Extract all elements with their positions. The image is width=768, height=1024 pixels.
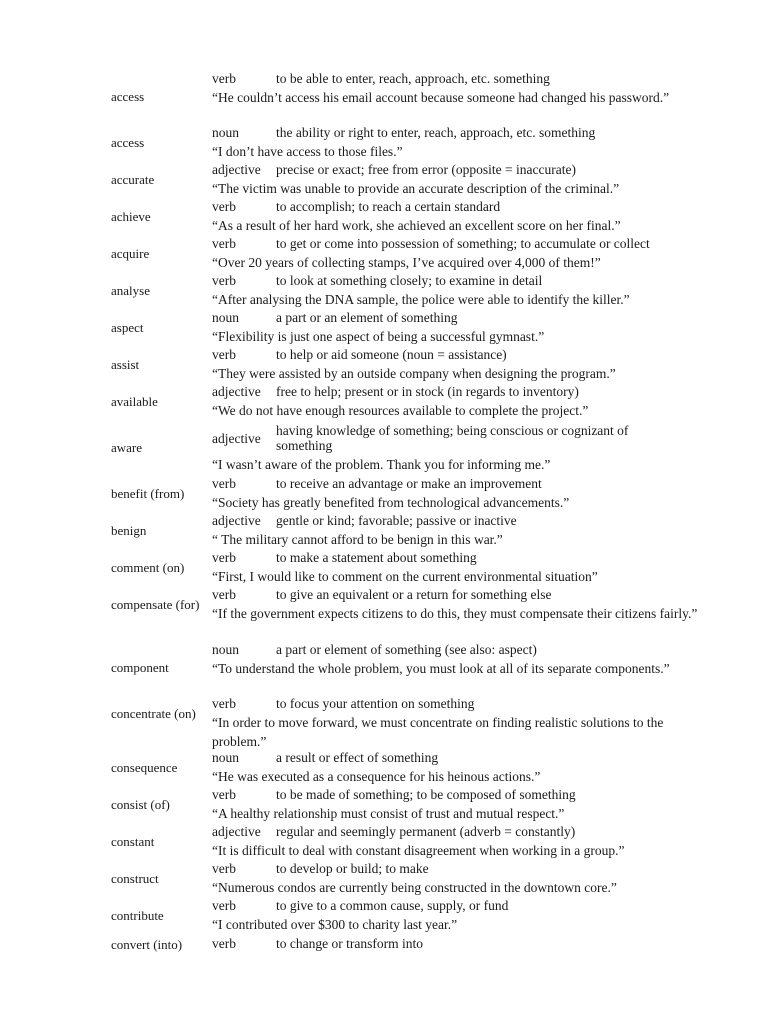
entry-word: construct xyxy=(111,871,159,886)
entry-definition: to be made of something; to be composed of something xyxy=(276,787,576,802)
entry-part-of-speech: verb xyxy=(212,936,236,951)
entry-example: “They were assisted by an outside company when designing the program.” xyxy=(212,366,616,381)
entry-word: accurate xyxy=(111,172,155,187)
entry-example: “Flexibility is just one aspect of being a successful gymnast.” xyxy=(212,329,545,344)
entry-example: “Over 20 years of collecting stamps, I’ve acquired over 4,000 of them!” xyxy=(212,255,601,270)
entry-part-of-speech: verb xyxy=(212,861,236,876)
entry-word: available xyxy=(111,394,158,409)
entry-word: contribute xyxy=(111,908,164,923)
entry-word: compensate (for) xyxy=(111,597,200,612)
entry-word: constant xyxy=(111,834,155,849)
entry-example: “In order to move forward, we must concentrate on finding realistic solutions to the problem.” xyxy=(212,715,664,749)
entry-word: achieve xyxy=(111,209,151,224)
entry-definition: to receive an advantage or make an improvement xyxy=(276,476,542,491)
entry-part-of-speech: adjective xyxy=(212,824,261,839)
entry-definition: gentle or kind; favorable; passive or inactive xyxy=(276,513,517,528)
entry-word: benign xyxy=(111,523,147,538)
entry-part-of-speech: verb xyxy=(212,787,236,802)
entry-definition: to be able to enter, reach, approach, etc. something xyxy=(276,71,550,86)
entry-example: “I wasn’t aware of the problem. Thank you for informing me.” xyxy=(212,457,551,472)
entry-word: consequence xyxy=(111,760,178,775)
entry-definition: free to help; present or in stock (in regards to inventory) xyxy=(276,384,579,399)
entry-definition: to focus your attention on something xyxy=(276,696,475,711)
entry-part-of-speech: verb xyxy=(212,898,236,913)
entry-example: “ The military cannot afford to be benign in this war.” xyxy=(212,532,503,547)
entry-word: benefit (from) xyxy=(111,486,185,501)
entry-definition: to develop or build; to make xyxy=(276,861,429,876)
entry-part-of-speech: verb xyxy=(212,71,236,86)
entry-word: access xyxy=(111,135,145,150)
entry-part-of-speech: verb xyxy=(212,476,236,491)
entry-part-of-speech: verb xyxy=(212,550,236,565)
entry-definition: to look at something closely; to examine in detail xyxy=(276,273,543,288)
entry-word: convert (into) xyxy=(111,937,183,952)
entry-definition: the ability or right to enter, reach, approach, etc. something xyxy=(276,125,596,140)
entry-part-of-speech: verb xyxy=(212,273,236,288)
entry-word: consist (of) xyxy=(111,797,170,812)
entry-word: acquire xyxy=(111,246,150,261)
entry-part-of-speech: verb xyxy=(212,696,236,711)
entry-example: “It is difficult to deal with constant disagreement when working in a group.” xyxy=(212,843,625,858)
entry-example: “We do not have enough resources available to complete the project.” xyxy=(212,403,589,418)
entry-part-of-speech: adjective xyxy=(212,162,261,177)
entry-word: concentrate (on) xyxy=(111,706,196,721)
entry-example: “I don’t have access to those files.” xyxy=(212,144,403,159)
entry-part-of-speech: verb xyxy=(212,587,236,602)
entry-word: analyse xyxy=(111,283,150,298)
entry-example: “As a result of her hard work, she achieved an excellent score on her final.” xyxy=(212,218,621,233)
entry-example: “To understand the whole problem, you must look at all of its separate components.” xyxy=(212,661,670,676)
entry-example: “Numerous condos are currently being constructed in the downtown core.” xyxy=(212,880,617,895)
entry-definition: having knowledge of something; being conscious or cognizant of something xyxy=(276,423,629,453)
entry-definition: to accomplish; to reach a certain standard xyxy=(276,199,501,214)
entry-part-of-speech: adjective xyxy=(212,513,261,528)
entry-definition: to change or transform into xyxy=(276,936,423,951)
entry-definition: a part or element of something (see also: aspect) xyxy=(276,642,537,657)
entry-word: assist xyxy=(111,357,140,372)
entry-definition: to make a statement about something xyxy=(276,550,477,565)
entry-part-of-speech: noun xyxy=(212,125,239,140)
entry-part-of-speech: noun xyxy=(212,750,239,765)
entry-definition: to help or aid someone (noun = assistance) xyxy=(276,347,507,362)
entry-part-of-speech: verb xyxy=(212,236,236,251)
entry-word: component xyxy=(111,660,169,675)
entry-example: “First, I would like to comment on the current environmental situation” xyxy=(212,569,598,584)
entry-word: access xyxy=(111,89,145,104)
entry-example: “The victim was unable to provide an accurate description of the criminal.” xyxy=(212,181,620,196)
entry-example: “He was executed as a consequence for his heinous actions.” xyxy=(212,769,541,784)
entry-definition: to give to a common cause, supply, or fund xyxy=(276,898,509,913)
entry-definition: a part or an element of something xyxy=(276,310,458,325)
entry-part-of-speech: adjective xyxy=(212,431,261,446)
entry-definition: regular and seemingly permanent (adverb = constantly) xyxy=(276,824,576,839)
entry-definition: a result or effect of something xyxy=(276,750,439,765)
entry-example: “He couldn’t access his email account because someone had changed his password.” xyxy=(212,90,670,105)
entry-part-of-speech: noun xyxy=(212,642,239,657)
entry-part-of-speech: verb xyxy=(212,199,236,214)
entry-definition: precise or exact; free from error (opposite = inaccurate) xyxy=(276,162,576,177)
entry-word: aspect xyxy=(111,320,144,335)
entry-example: “A healthy relationship must consist of trust and mutual respect.” xyxy=(212,806,565,821)
entry-example: “I contributed over $300 to charity last year.” xyxy=(212,917,458,932)
entry-definition: to get or come into possession of something; to accumulate or collect xyxy=(276,236,650,251)
entry-word: aware xyxy=(111,440,143,455)
entry-part-of-speech: adjective xyxy=(212,384,261,399)
entry-part-of-speech: noun xyxy=(212,310,239,325)
entry-word: comment (on) xyxy=(111,560,185,575)
entry-example: “Society has greatly benefited from technological advancements.” xyxy=(212,495,570,510)
entry-part-of-speech: verb xyxy=(212,347,236,362)
entry-example: “If the government expects citizens to do this, they must compensate their citizens fairly.” xyxy=(212,606,698,621)
entry-definition: to give an equivalent or a return for something else xyxy=(276,587,552,602)
entry-example: “After analysing the DNA sample, the police were able to identify the killer.” xyxy=(212,292,630,307)
